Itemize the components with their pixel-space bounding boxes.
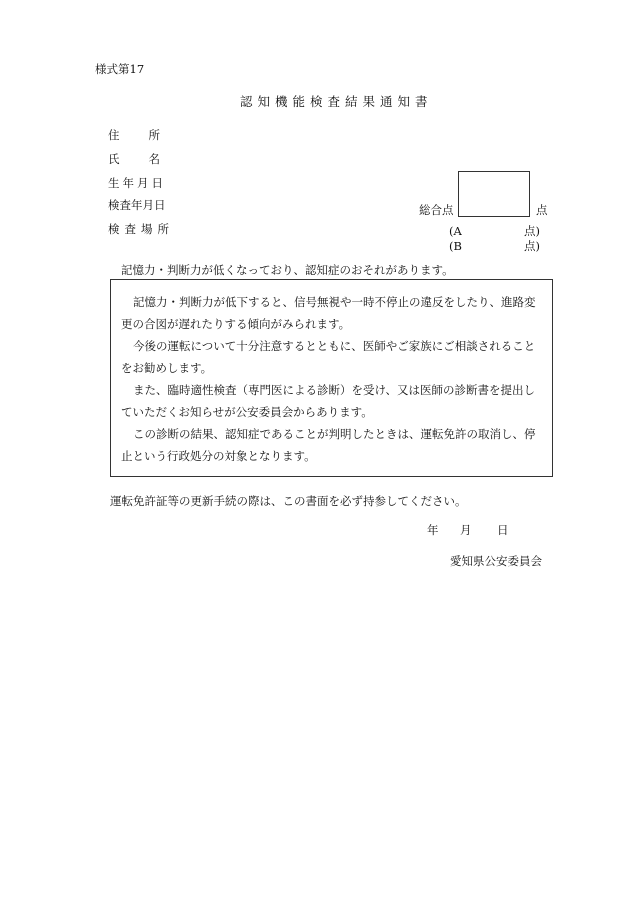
notice-paragraph: 記憶力・判断力が低下すると、信号無視や一時不停止の違反をしたり、進路変更の合図が遅れたりする傾向がみられます。 xyxy=(121,295,536,331)
footer-instruction: 運転免許証等の更新手続の際は、この書面を必ず持参してください。 xyxy=(110,494,467,508)
score-a-label: (A xyxy=(449,224,462,238)
field-label-name: 氏 名 xyxy=(108,152,162,166)
notice-paragraph: この診断の結果、認知症であることが判明したときは、運転免許の取消し、停止という行政処分の対象となります。 xyxy=(121,427,536,463)
score-b-label: (B xyxy=(449,239,462,253)
total-score-unit: 点 xyxy=(536,203,548,217)
notice-paragraph: また、臨時適性検査（専門医による診断）を受け、又は医師の診断書を提出していただくお知らせが公安委員会からあります。 xyxy=(121,383,536,419)
total-score-label: 総合点 xyxy=(419,203,454,217)
score-b-unit: 点) xyxy=(524,239,540,253)
date-month: 月 xyxy=(460,523,472,537)
document-title: 認知機能検査結果通知書 xyxy=(240,94,433,109)
date-year: 年 xyxy=(427,523,439,537)
total-score-box xyxy=(458,171,530,217)
notice-paragraph: 今後の運転について十分注意するとともに、医師やご家族にご相談されることをお勧めします。 xyxy=(121,339,536,375)
score-a-unit: 点) xyxy=(524,224,540,238)
result-statement: 記憶力・判断力が低くなっており、認知症のおそれがあります。 xyxy=(121,263,454,277)
field-label-exam-date: 検査年月日 xyxy=(108,198,166,212)
field-label-exam-place: 検査場所 xyxy=(108,222,174,236)
field-label-birthdate: 生年月日 xyxy=(108,176,166,190)
field-label-address: 住 所 xyxy=(108,128,162,142)
form-number: 様式第17 xyxy=(95,62,145,76)
issuer-name: 愛知県公安委員会 xyxy=(450,554,542,568)
date-day: 日 xyxy=(497,523,509,537)
